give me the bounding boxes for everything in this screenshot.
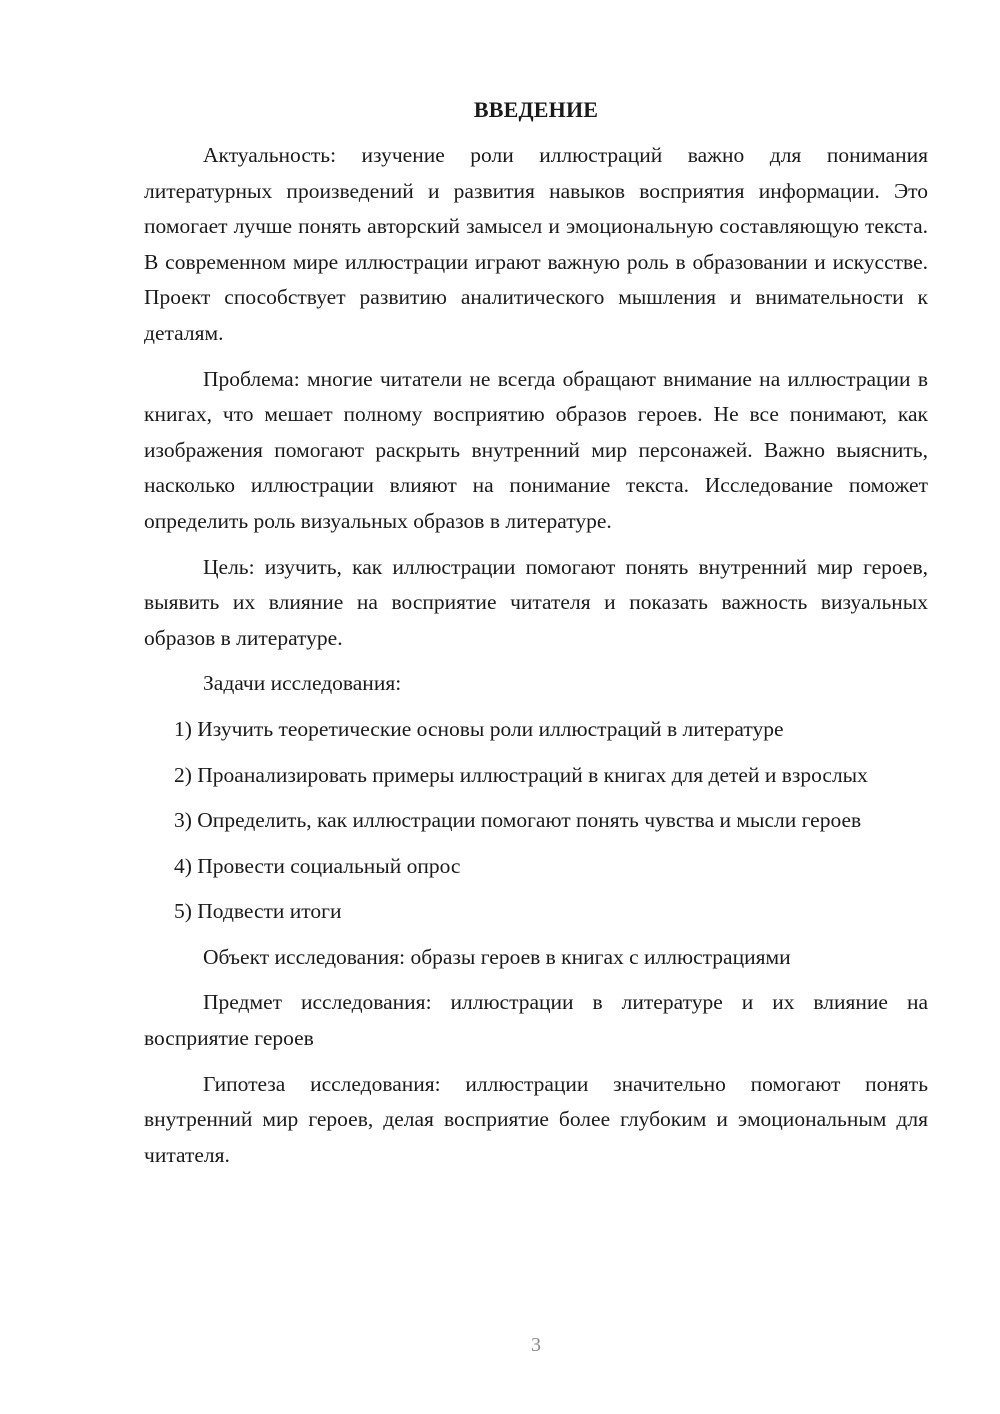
task-item-5: 5) Подвести итоги bbox=[174, 899, 342, 924]
page-number: 3 bbox=[531, 1334, 541, 1356]
goal-paragraph: Цель: изучить, как иллюстрации помогают понять внутренний мир героев, выявить их влияние на восприятие читателя и показать важность визуальных образов в литературе. bbox=[144, 554, 928, 650]
tasks-intro: Задачи исследования: bbox=[203, 671, 402, 696]
relevance-paragraph: Актуальность: изучение роли иллюстраций важно для понимания литературных произведений и развития навыков восприятия информации. Это помогает лучше понять авторский замысел и эмоциональную составляющую текста. В современном мире иллюстрации играют важную роль в образовании и искусстве. Проект способствует развитию аналитического мышления и внимательности к деталям. bbox=[144, 143, 928, 345]
section-heading: ВВЕДЕНИЕ bbox=[473, 97, 599, 122]
task-item-3: 3) Определить, как иллюстрации помогают понять чувства и мысли героев bbox=[174, 808, 862, 833]
hypothesis-paragraph: Гипотеза исследования: иллюстрации значительно помогают понять внутренний мир героев, делая восприятие более глубоким и эмоциональным для читателя. bbox=[144, 1071, 928, 1167]
object-paragraph: Объект исследования: образы героев в книгах с иллюстрациями bbox=[203, 944, 791, 969]
task-item-2: 2) Проанализировать примеры иллюстраций в книгах для детей и взрослых bbox=[174, 762, 868, 787]
problem-paragraph: Проблема: многие читатели не всегда обращают внимание на иллюстрации в книгах, что мешает полному восприятию образов героев. Не все понимают, как изображения помогают раскрыть внутренний мир персонажей. Важно выяснить, насколько иллюстрации влияют на понимание текста. Исследование поможет определить роль визуальных образов в литературе. bbox=[144, 366, 928, 533]
task-item-1: 1) Изучить теоретические основы роли иллюстраций в литературе bbox=[174, 716, 784, 741]
task-item-4: 4) Провести социальный опрос bbox=[174, 853, 461, 878]
subject-paragraph: Предмет исследования: иллюстрации в литературе и их влияние на восприятие героев bbox=[144, 990, 928, 1051]
document-page bbox=[144, 92, 928, 1183]
